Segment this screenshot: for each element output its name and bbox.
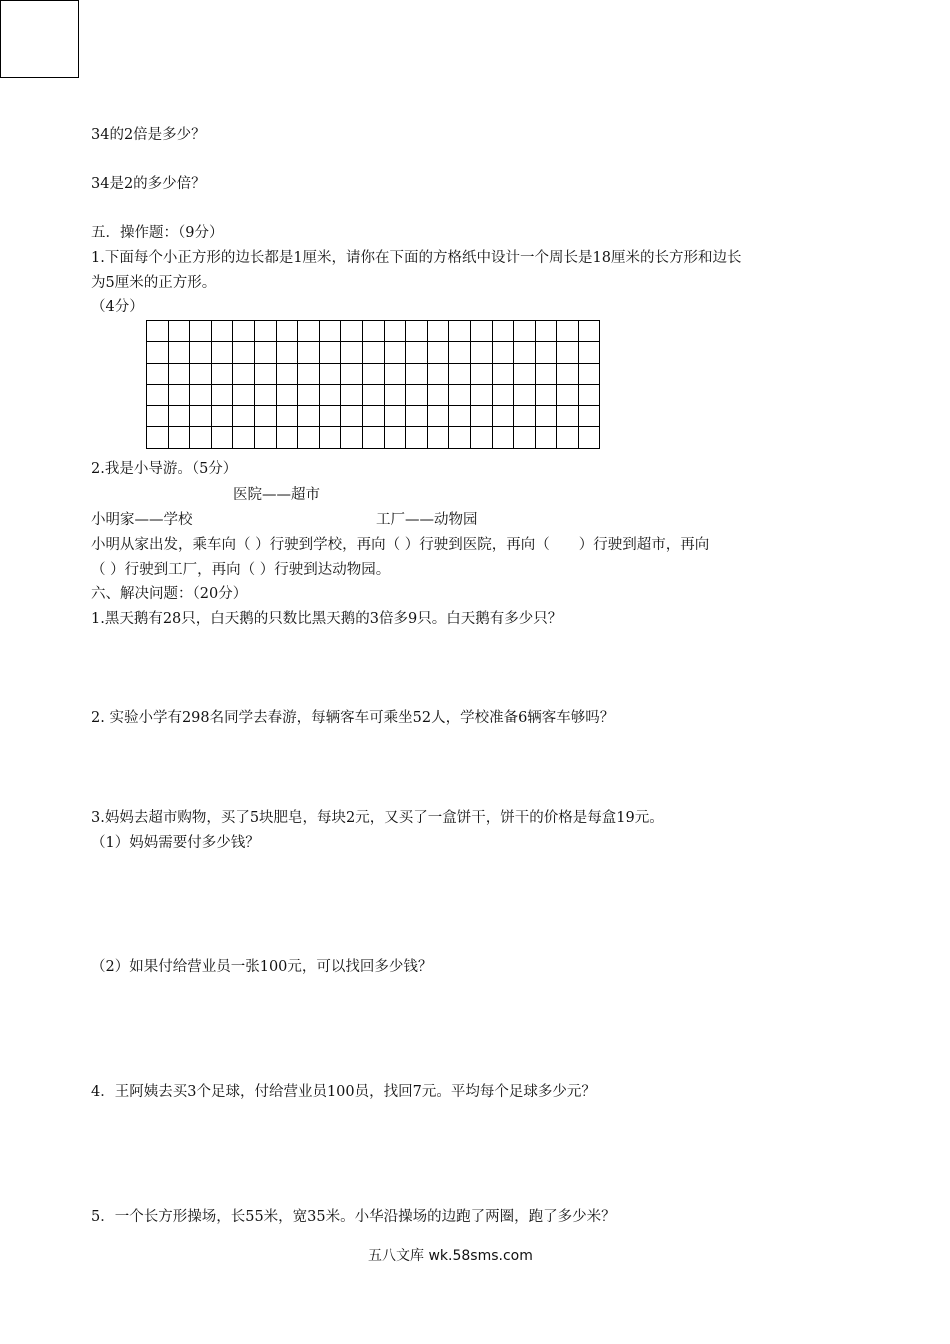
grid-cell[interactable]	[341, 342, 363, 363]
grid-cell[interactable]	[470, 342, 492, 363]
grid-cell[interactable]	[233, 427, 255, 448]
grid-cell[interactable]	[233, 384, 255, 405]
grid-cell[interactable]	[276, 406, 298, 427]
grid-cell[interactable]	[535, 384, 557, 405]
grid-cell[interactable]	[449, 363, 471, 384]
grid-cell[interactable]	[168, 427, 190, 448]
grid-cell[interactable]	[470, 363, 492, 384]
grid-cell[interactable]	[254, 406, 276, 427]
section-5-q2-title: 2.我是小导游。（5分）	[91, 461, 238, 477]
section-5-q2-text-line1: 小明从家出发，乘车向（ ）行驶到学校，再向（ ）行驶到医院，再向（ ）行驶到超市，再向	[91, 537, 710, 553]
grid-cell[interactable]	[147, 384, 169, 405]
grid-row	[147, 384, 600, 405]
grid-cell[interactable]	[168, 342, 190, 363]
grid-cell[interactable]	[168, 384, 190, 405]
grid-cell[interactable]	[578, 406, 600, 427]
grid-cell[interactable]	[190, 363, 212, 384]
grid-cell[interactable]	[298, 321, 320, 342]
score-box	[0, 0, 79, 78]
section-5-q2-text-line2: （ ）行驶到工厂，再向（ ）行驶到达动物园。	[91, 562, 391, 578]
grid-cell[interactable]	[384, 406, 406, 427]
grid-cell[interactable]	[557, 384, 579, 405]
map-hospital-supermarket: 医院——超市	[233, 487, 320, 503]
grid-cell[interactable]	[514, 406, 536, 427]
grid-cell[interactable]	[190, 321, 212, 342]
grid-cell[interactable]	[233, 363, 255, 384]
grid-cell[interactable]	[298, 406, 320, 427]
grid-cell[interactable]	[319, 342, 341, 363]
grid-cell[interactable]	[254, 321, 276, 342]
grid-cell[interactable]	[233, 342, 255, 363]
question-double: 34的2倍是多少？	[91, 127, 206, 143]
grid-cell[interactable]	[147, 363, 169, 384]
grid-cell[interactable]	[557, 406, 579, 427]
grid-cell[interactable]	[492, 342, 514, 363]
problem-1: 1.黑天鹅有28只，白天鹅的只数比黑天鹅的3倍多9只。白天鹅有多少只？	[91, 611, 563, 627]
grid-cell[interactable]	[492, 363, 514, 384]
grid-cell[interactable]	[362, 406, 384, 427]
grid-cell[interactable]	[578, 384, 600, 405]
grid-cell[interactable]	[341, 321, 363, 342]
footer-watermark: 五八文库 wk.58sms.com	[368, 1248, 533, 1264]
grid-cell[interactable]	[578, 363, 600, 384]
grid-cell[interactable]	[147, 321, 169, 342]
grid-cell[interactable]	[362, 427, 384, 448]
grid-cell[interactable]	[427, 363, 449, 384]
grid-cell[interactable]	[406, 384, 428, 405]
grid-cell[interactable]	[470, 427, 492, 448]
grid-cell[interactable]	[211, 406, 233, 427]
grid-cell[interactable]	[319, 427, 341, 448]
grid-cell[interactable]	[341, 427, 363, 448]
grid-cell[interactable]	[319, 321, 341, 342]
grid-cell[interactable]	[427, 427, 449, 448]
grid-cell[interactable]	[190, 384, 212, 405]
square-grid-paper[interactable]	[146, 320, 600, 449]
grid-cell[interactable]	[514, 342, 536, 363]
grid-cell[interactable]	[384, 427, 406, 448]
grid-cell[interactable]	[449, 406, 471, 427]
grid-cell[interactable]	[384, 342, 406, 363]
grid-cell[interactable]	[449, 427, 471, 448]
grid-cell[interactable]	[557, 363, 579, 384]
section-6-title: 六、解决问题：（20分）	[91, 586, 248, 602]
problem-5: 5．一个长方形操场，长55米，宽35米。小华沿操场的边跑了两圈，跑了多少米？	[91, 1209, 616, 1225]
grid-cell[interactable]	[406, 406, 428, 427]
grid-cell[interactable]	[535, 342, 557, 363]
grid-cell[interactable]	[254, 363, 276, 384]
grid-cell[interactable]	[492, 427, 514, 448]
grid-cell[interactable]	[147, 342, 169, 363]
grid-cell[interactable]	[492, 384, 514, 405]
grid-cell[interactable]	[427, 321, 449, 342]
grid-cell[interactable]	[254, 384, 276, 405]
grid-cell[interactable]	[406, 363, 428, 384]
grid-cell[interactable]	[362, 384, 384, 405]
grid-cell[interactable]	[384, 384, 406, 405]
grid-cell[interactable]	[341, 363, 363, 384]
grid-cell[interactable]	[492, 406, 514, 427]
grid-cell[interactable]	[211, 384, 233, 405]
grid-cell[interactable]	[341, 384, 363, 405]
grid-cell[interactable]	[168, 406, 190, 427]
grid-cell[interactable]	[514, 321, 536, 342]
grid-cell[interactable]	[406, 427, 428, 448]
grid-cell[interactable]	[535, 427, 557, 448]
grid-cell[interactable]	[276, 384, 298, 405]
grid-cell[interactable]	[147, 406, 169, 427]
grid-cell[interactable]	[492, 321, 514, 342]
grid-cell[interactable]	[211, 321, 233, 342]
problem-2: 2. 实验小学有298名同学去春游，每辆客车可乘坐52人，学校准备6辆客车够吗？	[91, 710, 615, 726]
grid-cell[interactable]	[362, 321, 384, 342]
grid-cell[interactable]	[427, 342, 449, 363]
grid-cell[interactable]	[254, 427, 276, 448]
grid-cell[interactable]	[535, 406, 557, 427]
grid-cell[interactable]	[449, 384, 471, 405]
grid-cell[interactable]	[514, 384, 536, 405]
grid-row	[147, 363, 600, 384]
grid-cell[interactable]	[319, 406, 341, 427]
grid-cell[interactable]	[233, 406, 255, 427]
grid-cell[interactable]	[276, 363, 298, 384]
grid-cell[interactable]	[578, 342, 600, 363]
grid-cell[interactable]	[470, 321, 492, 342]
grid-cell[interactable]	[557, 321, 579, 342]
section-5-q1-line1: 1.下面每个小正方形的边长都是1厘米，请你在下面的方格纸中设计一个周长是18厘米的长方形和边长	[91, 250, 742, 266]
grid-cell[interactable]	[535, 321, 557, 342]
map-home-school: 小明家——学校	[91, 512, 193, 528]
grid-cell[interactable]	[211, 363, 233, 384]
grid-cell[interactable]	[578, 427, 600, 448]
grid-cell[interactable]	[362, 363, 384, 384]
grid-cell[interactable]	[276, 427, 298, 448]
grid-cell[interactable]	[449, 321, 471, 342]
grid-cell[interactable]	[514, 427, 536, 448]
section-5-q1-points: （4分）	[91, 299, 144, 315]
problem-3: 3.妈妈去超市购物，买了5块肥皂，每块2元，又买了一盒饼干，饼干的价格是每盒19元。	[91, 810, 664, 826]
grid-cell[interactable]	[298, 342, 320, 363]
grid-cell[interactable]	[190, 342, 212, 363]
grid-cell[interactable]	[406, 342, 428, 363]
grid-cell[interactable]	[449, 342, 471, 363]
problem-3-sub-2: （2）如果付给营业员一张100元，可以找回多少钱？	[91, 959, 433, 975]
section-5-title: 五．操作题：（9分）	[91, 225, 224, 241]
grid-cell[interactable]	[190, 427, 212, 448]
grid-cell[interactable]	[535, 363, 557, 384]
grid-cell[interactable]	[211, 427, 233, 448]
grid-cell[interactable]	[470, 406, 492, 427]
grid-cell[interactable]	[514, 363, 536, 384]
grid-cell[interactable]	[557, 342, 579, 363]
grid-cell[interactable]	[557, 427, 579, 448]
grid-cell[interactable]	[168, 321, 190, 342]
grid-row	[147, 427, 600, 448]
grid-row	[147, 406, 600, 427]
grid-cell[interactable]	[190, 406, 212, 427]
grid-cell[interactable]	[276, 321, 298, 342]
grid-row	[147, 342, 600, 363]
problem-3-sub-1: （1）妈妈需要付多少钱？	[91, 835, 260, 851]
map-factory-zoo: 工厂——动物园	[376, 512, 478, 528]
grid-cell[interactable]	[168, 363, 190, 384]
grid-cell[interactable]	[341, 406, 363, 427]
grid-cell[interactable]	[254, 342, 276, 363]
grid-cell[interactable]	[470, 384, 492, 405]
grid-cell[interactable]	[384, 321, 406, 342]
grid-cell[interactable]	[298, 427, 320, 448]
grid-cell[interactable]	[233, 321, 255, 342]
grid-cell[interactable]	[362, 342, 384, 363]
grid-cell[interactable]	[406, 321, 428, 342]
grid-cell[interactable]	[427, 384, 449, 405]
grid-cell[interactable]	[319, 363, 341, 384]
grid-cell[interactable]	[319, 384, 341, 405]
grid-cell[interactable]	[298, 384, 320, 405]
section-5-q1-line2: 为5厘米的正方形。	[91, 275, 217, 291]
question-times: 34是2的多少倍？	[91, 176, 206, 192]
grid-cell[interactable]	[384, 363, 406, 384]
grid-cell[interactable]	[427, 406, 449, 427]
grid-cell[interactable]	[298, 363, 320, 384]
grid-cell[interactable]	[147, 427, 169, 448]
grid-cell[interactable]	[276, 342, 298, 363]
grid-row	[147, 321, 600, 342]
grid-cell[interactable]	[578, 321, 600, 342]
grid-cell[interactable]	[211, 342, 233, 363]
problem-4: 4．王阿姨去买3个足球，付给营业员100员，找回7元。平均每个足球多少元？	[91, 1084, 596, 1100]
